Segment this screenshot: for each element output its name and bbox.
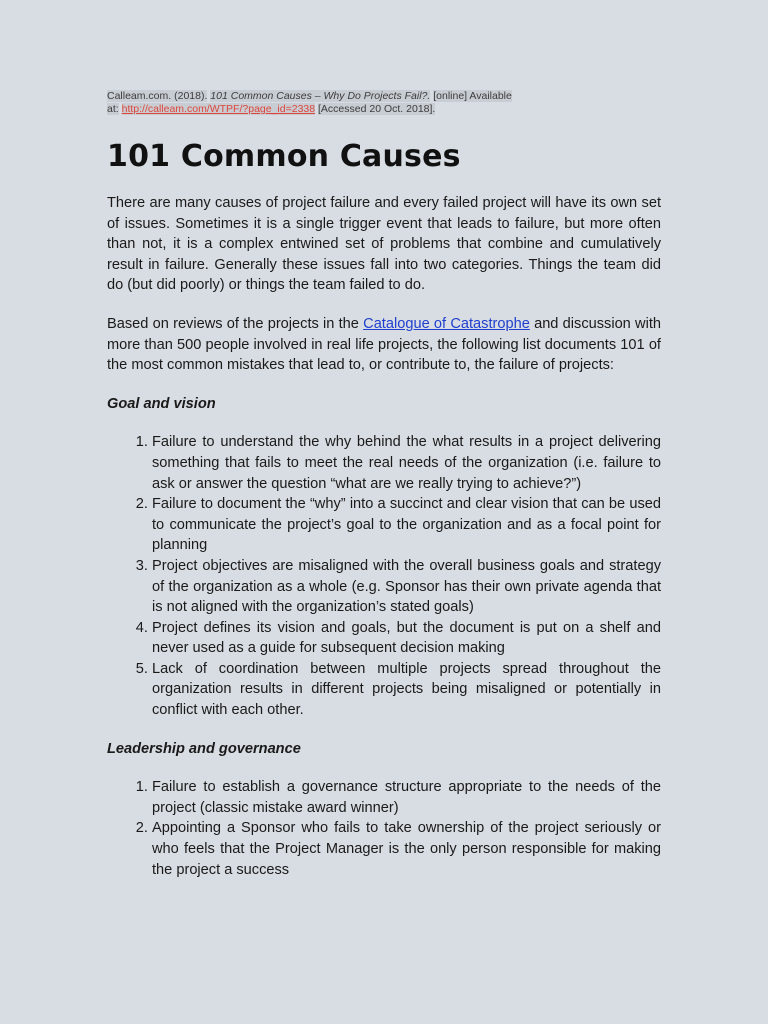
reviews-text-after: and discussion with more than 500 people involved in real life projects, the following list documents 101 of the most common mistakes that lead to, or contribute to, the failure of projects: bbox=[107, 315, 661, 374]
citation-title: 101 Common Causes – Why Do Projects Fail?. bbox=[210, 90, 431, 102]
list-item: 3. Project objectives are misaligned with the overall business goals and strategy of the organization as a whole (e.g. Sponsor has their own private agenda that is not aligned with the organization’s stated goals) bbox=[152, 556, 661, 618]
reviews-paragraph bbox=[107, 314, 661, 376]
citation-accessed: [Accessed 20 Oct. 2018]. bbox=[318, 103, 436, 115]
section-heading-leadership-governance: Leadership and governance bbox=[107, 740, 301, 757]
list-item: 1. Failure to establish a governance structure appropriate to the needs of the project (classic mistake award winner) bbox=[152, 777, 661, 818]
citation-at-label: at: bbox=[107, 103, 119, 115]
reviews-text-before: Based on reviews of the projects in the bbox=[107, 315, 364, 332]
goal-vision-list bbox=[107, 432, 661, 720]
list-item: 2. Failure to document the “why” into a succinct and clear vision that can be used to communicate the project’s goal to the organization and as a focal point for planning bbox=[152, 494, 661, 556]
citation-url-link[interactable]: http://calleam.com/WTPF/?page_id=2338 bbox=[121, 103, 316, 115]
leadership-governance-list bbox=[107, 777, 661, 880]
document-body bbox=[107, 193, 661, 898]
citation-online: [online] Available bbox=[433, 90, 512, 102]
citation bbox=[107, 90, 667, 116]
section-heading-goal-vision: Goal and vision bbox=[107, 395, 216, 412]
citation-author-year: Calleam.com. (2018). bbox=[107, 90, 208, 102]
page-title: 101 Common Causes bbox=[107, 139, 461, 174]
list-item: 1. Failure to understand the why behind the what results in a project delivering something that fails to meet the real needs of the organization (i.e. failure to ask or answer the question “what are we really trying to achieve?”) bbox=[152, 432, 661, 494]
list-item: 4. Project defines its vision and goals, but the document is put on a shelf and never used as a guide for subsequent decision making bbox=[152, 618, 661, 659]
list-item: 2. Appointing a Sponsor who fails to take ownership of the project seriously or who feels that the Project Manager is the only person responsible for making the project a success bbox=[152, 818, 661, 880]
catalogue-of-catastrophe-link[interactable]: Catalogue of Catastrophe bbox=[363, 315, 530, 332]
list-item: 5. Lack of coordination between multiple projects spread throughout the organization results in different projects being misaligned or potentially in conflict with each other. bbox=[152, 659, 661, 721]
intro-paragraph: There are many causes of project failure and every failed project will have its own set of issues. Sometimes it is a single trigger event that leads to failure, but more often than not, it is a complex entwined set of problems that combine and cumulatively result in failure. Generally these issues fall into two categories. Things the team did do (but did poorly) or things the team failed to do. bbox=[107, 195, 661, 294]
